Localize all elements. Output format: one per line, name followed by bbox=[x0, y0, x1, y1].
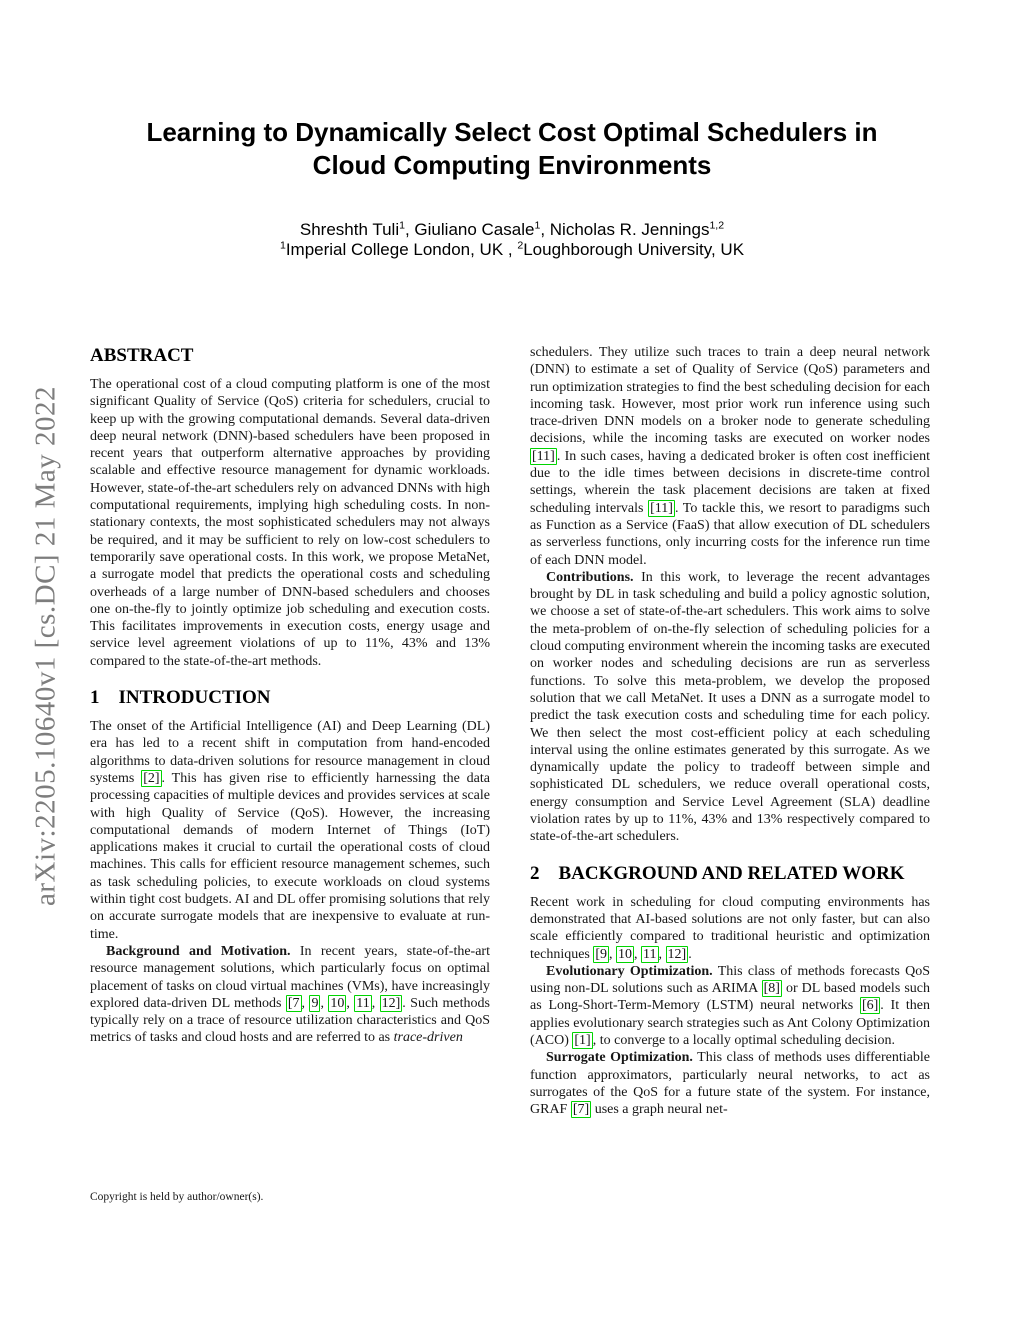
paper-title-line2: Cloud Computing Environments bbox=[312, 150, 712, 180]
text-segment: Contributions. bbox=[546, 569, 634, 585]
citation-link[interactable]: [6] bbox=[861, 998, 879, 1014]
text-segment: In recent years, state-of-the-art resource management solutions, which particularly focus on optimal placement of tasks on cloud virtual machines (VMs), have increasingly explored data-driven DL methods bbox=[90, 943, 490, 1011]
citation-link[interactable]: [11] bbox=[650, 500, 673, 516]
two-column-body bbox=[90, 344, 930, 1118]
citation-link[interactable]: [7] bbox=[572, 1102, 590, 1118]
intro-paragraph-2 bbox=[90, 943, 490, 1047]
citation-link[interactable]: 10 bbox=[618, 946, 633, 962]
text-segment: 1 bbox=[279, 239, 286, 252]
text-segment: . This has given rise to efficiently harnessing the data processing capacities of multiple devices and provides services at scale with high Quality of Service (QoS). However, the increasing computational demands of modern Internet of Things (IoT) applications makes it crucial to curtail the operational costs of cloud machines. This calls for efficient resource management schemes, such as task scheduling policies, to execute workloads on cloud systems within tight cost budgets. AI and DL offer promising solutions that rely on accurate surrogate models that are inexpensive to evaluate at run-time. bbox=[90, 770, 490, 942]
text-segment: , bbox=[301, 995, 310, 1011]
text-segment: . It then applies evolutionary search strategies such as Ant Colony Optimization (ACO) bbox=[530, 998, 930, 1048]
text-segment: The operational cost of a cloud computing platform is one of the most significant Quality of Service (QoS) criteria for schedulers, crucial to keep up with the growing computational demands. Several data-driven deep neural network (DNN)-based schedulers have been proposed in recent years that outperform alternative approaches by providing scalable and effective resource management for dynamic workloads. However, state-of-the-art schedulers rely on advanced DNNs with high computational requirements, implying high scheduling costs. In non-stationary contexts, the most sophisticated schedulers may not always be required, and it may be sufficient to rely on low-cost schedulers to temporarily save operational costs. In this work, we propose MetaNet, a surrogate model that predicts the operational costs and scheduling overheads of a large number of DNN-based schedulers and chooses one on-the-fly to jointly optimize job scheduling and execution costs. This facilitates improvements in execution costs, energy usage and service level agreement violations of up to 11%, 43% and 13% compared to the state-of-the-art methods. bbox=[90, 377, 490, 669]
text-segment: 1 bbox=[534, 219, 541, 232]
text-segment: , Giuliano Casale bbox=[404, 220, 535, 239]
text-segment: , bbox=[658, 946, 666, 962]
text-segment: , bbox=[634, 946, 642, 962]
text-segment: This class of methods forecasts QoS using non-DL solutions such as ARIMA bbox=[530, 963, 930, 997]
text-segment: , bbox=[371, 995, 380, 1011]
text-segment: . bbox=[688, 946, 692, 962]
authors-line bbox=[0, 220, 1024, 240]
citation-link[interactable]: [9 bbox=[595, 946, 608, 962]
text-segment: , bbox=[346, 995, 355, 1011]
text-segment: Surrogate Optimization. bbox=[546, 1050, 693, 1066]
right-column bbox=[530, 344, 930, 1118]
text-segment: This class of methods uses differentiable function approximators, particularly neural networks, to act as surrogates of the QoS for a future state of the system. For instance, GRAF bbox=[530, 1050, 930, 1118]
citation-link[interactable]: 11 bbox=[643, 946, 657, 962]
section-number: 1 bbox=[90, 687, 100, 709]
text-segment: In this work, to leverage the recent advantages brought by DL in task scheduling and build a policy agnostic solution, we choose a set of state-of-the-art schedulers. This work aims to solve the meta-problem of on-the-fly selection of scheduling policies for a cloud computing environment wherein the incoming tasks are executed on worker nodes and scheduling decisions are run as serverless functions. To solve this meta-problem, we develop the proposed solution that we call MetaNet. It uses a DNN as a surrogate model to predict the task execution costs and scheduling time for each policy. We then select the most cost-efficient policy at each scheduling interval using the online estimates generated by this surrogate. As we dynamically update the policy to tradeoff between simple and sophisticated DL schedulers, we reduce overall operational costs, energy consumption and Service Level Agreement (SLA) deadline violation rates by up to 11%, 43% and 13% respectively compared to state-of-the-art schedulers. bbox=[530, 569, 930, 845]
text-segment: . Such methods typically rely on a trace of resource utilization characteristics and QoS metrics of tasks and cloud hosts and are referred to as bbox=[90, 995, 490, 1046]
citation-link[interactable]: 12] bbox=[381, 995, 401, 1011]
citation-link[interactable]: 10 bbox=[330, 995, 345, 1011]
citation-link[interactable]: [1] bbox=[574, 1032, 591, 1048]
abstract-heading: ABSTRACT bbox=[90, 345, 194, 366]
intro-paragraph-1 bbox=[90, 718, 490, 943]
text-segment: The onset of the Artificial Intelligence (AI) and Deep Learning (DL) era has led to a recent shift in computation from hand-encoded algorithms to data-driven solutions for resource management in cloud systems bbox=[90, 719, 490, 786]
text-segment: Loughborough University, UK bbox=[523, 240, 745, 259]
copyright-note: Copyright is held by author/owner(s). bbox=[90, 1191, 264, 1203]
contributions-paragraph bbox=[530, 569, 930, 846]
citation-link[interactable]: [8] bbox=[763, 981, 780, 997]
text-segment: , bbox=[609, 946, 617, 962]
section-title: BACKGROUND AND RELATED WORK bbox=[558, 862, 905, 884]
citation-link[interactable]: [11] bbox=[532, 448, 555, 464]
text-segment: , to converge to a locally optimal scheduling decision. bbox=[592, 1032, 895, 1048]
text-segment: or DL based models such as Long-Short-Term-Memory (LSTM) neural networks bbox=[530, 981, 931, 1014]
text-segment: trace-driven bbox=[393, 1030, 463, 1046]
paper-header bbox=[0, 116, 1024, 260]
text-segment: 1 bbox=[399, 219, 405, 232]
section-number: 2 bbox=[530, 862, 540, 884]
affiliations-line bbox=[0, 240, 1024, 260]
text-segment: Background and Motivation. bbox=[106, 943, 291, 959]
left-column bbox=[90, 344, 490, 1118]
paper-title bbox=[0, 116, 1024, 182]
introduction-heading bbox=[90, 686, 490, 709]
text-segment: schedulers. They utilize such traces to train a deep neural network (DNN) to estimate a set of Quality of Service (QoS) parameters and run optimization strategies to find the best scheduling decision for each incoming task. However, most prior work run inference using such trace-driven DNN models on a broker node to generate scheduling decisions, while the incoming tasks are executed on worker nodes bbox=[530, 345, 930, 447]
text-segment: Shreshth Tuli bbox=[299, 220, 400, 239]
text-segment: . In such cases, having a dedicated broker is often cost inefficient due to the idle times between decisions in discrete-time control settings, wherein the task placement decisions are taken at fixed scheduling intervals bbox=[530, 448, 930, 516]
abstract-paragraph bbox=[90, 376, 490, 670]
text-segment: uses a graph neural net- bbox=[591, 1102, 728, 1118]
text-segment: . To tackle this, we resort to paradigms such as Function as a Service (FaaS) that allow execution of DL schedulers as serverless functions, only incurring costs for the inference run time of each DNN model. bbox=[530, 500, 930, 568]
background-paragraph-2 bbox=[530, 963, 930, 1049]
text-segment: Evolutionary Optimization. bbox=[546, 963, 713, 979]
background-paragraph-1 bbox=[530, 894, 930, 963]
citation-link[interactable]: [7 bbox=[287, 995, 300, 1011]
citation-link[interactable]: 12] bbox=[667, 946, 687, 962]
text-segment: Imperial College London, UK , bbox=[285, 240, 518, 259]
citation-link[interactable]: 11 bbox=[356, 995, 370, 1011]
background-paragraph-3 bbox=[530, 1049, 930, 1118]
citation-link[interactable]: [2] bbox=[143, 770, 160, 786]
paper-title-line1: Learning to Dynamically Select Cost Optimal Schedulers in bbox=[146, 117, 878, 147]
text-segment: Recent work in scheduling for cloud computing environments has demonstrated that AI-based solutions are not only faster, but can also scale efficiently compared to traditional heuristic and optimization techniques bbox=[530, 894, 930, 962]
text-segment: , bbox=[320, 995, 329, 1011]
section-title: INTRODUCTION bbox=[118, 687, 271, 709]
arxiv-watermark: arXiv:2205.10640v1 [cs.DC] 21 May 2022 bbox=[29, 385, 62, 907]
continuation-paragraph bbox=[530, 344, 930, 569]
citation-link[interactable]: 9 bbox=[311, 995, 319, 1011]
text-segment: 2 bbox=[517, 239, 524, 252]
background-heading bbox=[530, 862, 930, 885]
text-segment: , Nicholas R. Jennings bbox=[540, 220, 710, 239]
text-segment: 1,2 bbox=[709, 219, 725, 232]
